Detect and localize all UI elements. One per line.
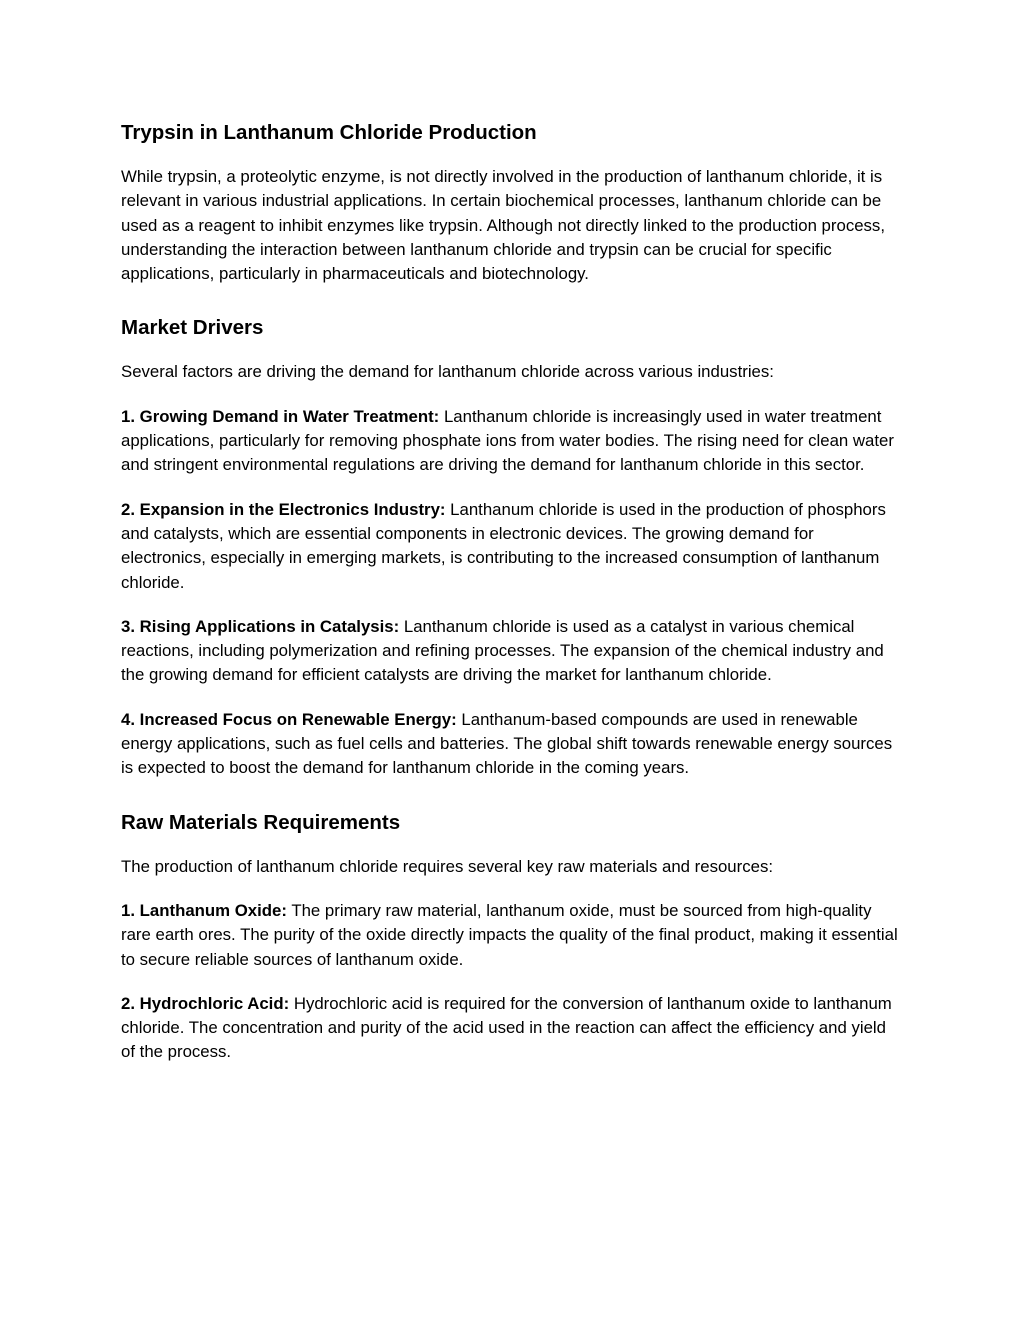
list-item [121,405,901,478]
document-page [121,119,901,1085]
section-heading-raw-materials: Raw Materials Requirements [121,810,401,834]
list-item-label: 2. Hydrochloric Acid: [121,993,290,1013]
list-item-text: Lanthanum chloride is increasingly used in water treatment applications, particularly for removing phosphate ions from water bodies. The rising need for clean water and stringent environmental regulations are driving the demand for lanthanum chloride in this sector. [121,406,894,475]
list-item-label: 3. Rising Applications in Catalysis: [121,616,400,636]
list-item-text: The primary raw material, lanthanum oxide, must be sourced from high-quality rare earth ores. The purity of the oxide directly impacts the quality of the final product, making it essential to secure reliable sources of lanthanum oxide. [121,900,898,969]
section-intro-market-drivers: Several factors are driving the demand for lanthanum chloride across various industries: [121,362,774,382]
section-intro-raw-materials: The production of lanthanum chloride requires several key raw materials and resources: [121,856,773,876]
list-item [121,498,901,595]
list-item-label: 2. Expansion in the Electronics Industry: [121,499,446,519]
list-item-text: Lanthanum-based compounds are used in renewable energy applications, such as fuel cells and batteries. The global shift towards renewable energy sources is expected to boost the demand for lanthanum chloride in the coming years. [121,709,893,778]
section-heading-market-drivers: Market Drivers [121,316,264,340]
list-item-label: 1. Lanthanum Oxide: [121,900,287,920]
list-item-text: Lanthanum chloride is used as a catalyst in various chemical reactions, including polymerization and refining processes. The expansion of the chemical industry and the growing demand for efficient catalysts are driving the market for lanthanum chloride. [121,616,884,685]
list-item [121,615,901,688]
section-heading-trypsin: Trypsin in Lanthanum Chloride Production [121,121,537,144]
list-item-text: Hydrochloric acid is required for the conversion of lanthanum oxide to lanthanum chloride. The concentration and purity of the acid used in the reaction can affect the efficiency and yield of the process. [121,993,892,1062]
list-item-label: 1. Growing Demand in Water Treatment: [121,406,440,426]
list-item-label: 4. Increased Focus on Renewable Energy: [121,709,457,729]
list-item [121,899,901,972]
section-paragraph-trypsin: While trypsin, a proteolytic enzyme, is not directly involved in the production of lanthanum chloride, it is relevant in various industrial applications. In certain biochemical processes, lanthanum chloride can be used as a reagent to inhibit enzymes like trypsin. Although not directly linked to the production process, understanding the interaction between lanthanum chloride and trypsin can be crucial for specific applications, particularly in pharmaceuticals and biotechnology. [121,167,885,284]
list-item [121,708,901,781]
list-item-text: Lanthanum chloride is used in the production of phosphors and catalysts, which are essential components in electronic devices. The growing demand for electronics, especially in emerging markets, is contributing to the increased consumption of lanthanum chloride. [121,499,886,592]
list-item [121,992,901,1065]
